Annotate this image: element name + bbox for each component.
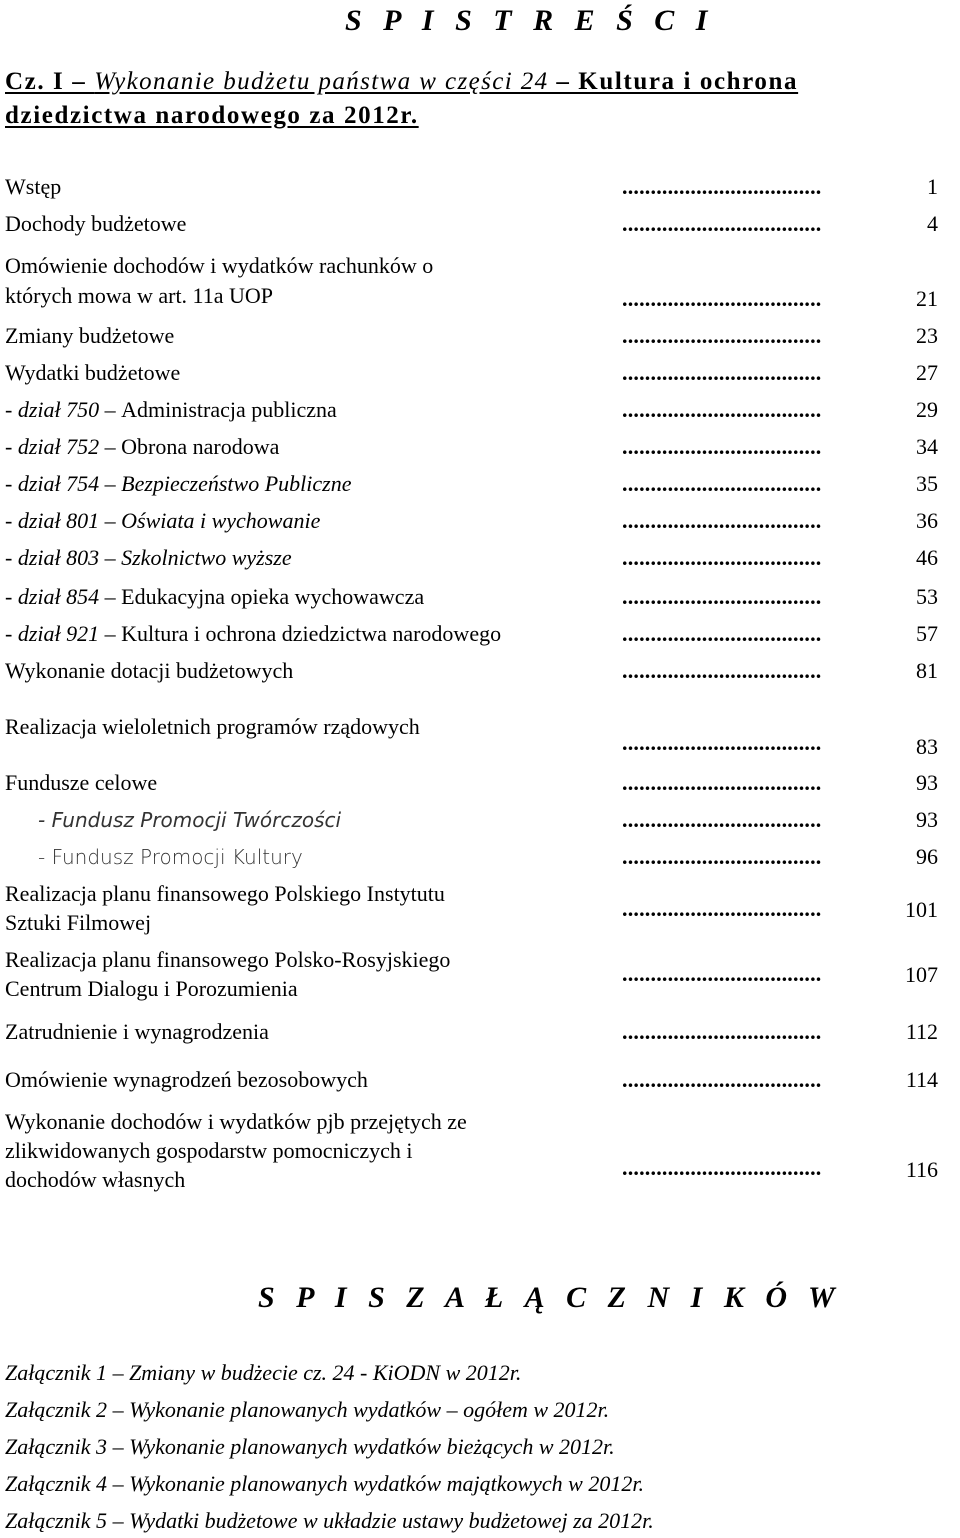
toc-label-line3: dochodów własnych [5, 1167, 186, 1192]
toc-label-line2: których mowa w art. 11a UOP [5, 283, 274, 308]
toc-page-number: 112 [905, 1019, 938, 1044]
dzial-name: Administracja publiczna [121, 397, 337, 422]
attachment-label: Załącznik 4 [5, 1471, 108, 1496]
page-title: S P I S T R E Ś C I [345, 4, 715, 37]
toc-page-number: 83 [916, 734, 938, 759]
toc-page-number: 101 [905, 897, 938, 922]
toc-label [5, 621, 501, 647]
toc-label-line2: Centrum Dialogu i Porozumienia [5, 976, 298, 1001]
attachment-label: Załącznik 2 [5, 1397, 108, 1422]
toc-leader-dots: ................................... [622, 1155, 822, 1180]
toc-label: Wykonanie dotacji budżetowych [5, 658, 294, 683]
attachment-label: Załącznik 3 [5, 1434, 108, 1459]
toc-leader-dots: ................................... [622, 508, 822, 533]
toc-label [5, 397, 337, 423]
toc-leader-dots: ................................... [622, 896, 822, 921]
toc-label-line1: Realizacja planu finansowego Polsko-Rosyjskiego [5, 947, 451, 972]
toc-page-number: 53 [916, 584, 938, 609]
toc-page-number: 36 [916, 508, 938, 533]
toc-page-number: 4 [927, 211, 938, 236]
attachment-text: – Wydatki budżetowe w układzie ustawy budżetowej za 2012r. [107, 1508, 654, 1533]
toc-label: Dochody budżetowe [5, 211, 187, 236]
attachment-text: – Wykonanie planowanych wydatków bieżących w 2012r. [107, 1434, 615, 1459]
toc-page-number: 93 [916, 807, 938, 832]
part-heading-line1 [5, 68, 798, 96]
toc-label [5, 471, 351, 497]
attachment-label: Załącznik 5 [5, 1508, 108, 1533]
toc-leader-dots: ................................... [622, 545, 822, 570]
attachment-text: – Zmiany w budżecie cz. 24 - KiODN w 2012r. [107, 1360, 522, 1385]
toc-label [5, 508, 320, 534]
toc-page-number: 96 [916, 844, 938, 869]
part-heading-line2: dziedzictwa narodowego za 2012r. [5, 102, 419, 129]
part-heading-suffix: – Kultura i ochrona [548, 68, 799, 95]
toc-page-number: 27 [916, 360, 938, 385]
toc-leader-dots: ................................... [622, 397, 822, 422]
toc-leader-dots: ................................... [622, 621, 822, 646]
toc-leader-dots: ................................... [622, 584, 822, 609]
attachment-item[interactable] [5, 1471, 644, 1497]
toc-leader-dots: ................................... [622, 1067, 822, 1092]
dzial-prefix: - dział 803 – [5, 545, 122, 570]
toc-leader-dots: ................................... [622, 471, 822, 496]
part-heading-italic: Wykonanie budżetu państwa w części 24 [94, 68, 549, 95]
toc-label: Wydatki budżetowe [5, 360, 181, 385]
dzial-prefix: - dział 854 – [5, 584, 122, 609]
toc-label-line1: Realizacja planu finansowego Polskiego Instytutu [5, 881, 445, 906]
dzial-prefix: - dział 752 – [5, 434, 122, 459]
toc-label: Zatrudnienie i wynagrodzenia [5, 1019, 269, 1044]
toc-leader-dots: ................................... [622, 730, 822, 755]
toc-page-number: 1 [927, 174, 938, 199]
toc-page-number: 21 [916, 286, 938, 311]
attachment-text: – Wykonanie planowanych wydatków – ogółem w 2012r. [107, 1397, 610, 1422]
toc-page-number: 81 [916, 658, 938, 683]
toc-page-number: 46 [916, 545, 938, 570]
dzial-name: Edukacyjna opieka wychowawcza [121, 584, 425, 609]
toc-label-line2: Sztuki Filmowej [5, 910, 152, 935]
toc-label: - Fundusz Promocji Twórczości [38, 808, 342, 832]
toc-leader-dots: ................................... [622, 323, 822, 348]
dzial-prefix: - dział 750 – [5, 397, 122, 422]
attachment-item[interactable] [5, 1434, 615, 1460]
toc-page-number: 29 [916, 397, 938, 422]
toc-label: Zmiany budżetowe [5, 323, 175, 348]
attachment-item[interactable] [5, 1508, 654, 1534]
toc-label [5, 584, 424, 610]
toc-page-number: 23 [916, 323, 938, 348]
toc-label: Wstęp [5, 174, 62, 199]
toc-leader-dots: ................................... [622, 174, 822, 199]
attachment-text: – Wykonanie planowanych wydatków majątkowych w 2012r. [107, 1471, 644, 1496]
toc-leader-dots: ................................... [622, 961, 822, 986]
dzial-prefix: - dział 801 – [5, 508, 122, 533]
toc-page-number: 114 [905, 1067, 938, 1092]
toc-leader-dots: ................................... [622, 658, 822, 683]
attachment-label: Załącznik 1 [5, 1360, 108, 1385]
toc-label: Realizacja wieloletnich programów rządowych [5, 714, 420, 739]
toc-leader-dots: ................................... [622, 360, 822, 385]
toc-leader-dots: ................................... [622, 770, 822, 795]
toc-label: - Fundusz Promocji Kultury [38, 845, 303, 869]
toc-label [5, 434, 279, 460]
toc-page-number: 57 [916, 621, 938, 646]
toc-leader-dots: ................................... [622, 211, 822, 236]
toc-label-line1: Omówienie dochodów i wydatków rachunków o [5, 253, 434, 278]
toc-leader-dots: ................................... [622, 844, 822, 869]
dzial-name: Bezpieczeństwo Publiczne [121, 471, 352, 496]
toc-page-number: 107 [905, 962, 938, 987]
attachments-title: S P I S Z A Ł Ą C Z N I K Ó W [258, 1281, 842, 1314]
dzial-prefix: - dział 921 – [5, 621, 122, 646]
toc-label-line2: zlikwidowanych gospodarstw pomocniczych i [5, 1138, 413, 1163]
dzial-name: Oświata i wychowanie [121, 508, 321, 533]
toc-page-number: 34 [916, 434, 938, 459]
toc-leader-dots: ................................... [622, 807, 822, 832]
attachment-item[interactable] [5, 1360, 521, 1386]
toc-page-number: 93 [916, 770, 938, 795]
toc-leader-dots: ................................... [622, 1019, 822, 1044]
dzial-name: Szkolnictwo wyższe [121, 545, 292, 570]
dzial-name: Obrona narodowa [121, 434, 280, 459]
attachment-item[interactable] [5, 1397, 609, 1423]
toc-label [5, 545, 292, 571]
toc-label: Omówienie wynagrodzeń bezosobowych [5, 1067, 368, 1092]
dzial-name: Kultura i ochrona dziedzictwa narodowego [121, 621, 502, 646]
toc-page-number: 35 [916, 471, 938, 496]
toc-page-number: 116 [905, 1157, 938, 1182]
part-heading-prefix: Cz. I – [5, 68, 95, 95]
toc-label: Fundusze celowe [5, 770, 158, 795]
toc-leader-dots: ................................... [622, 286, 822, 311]
toc-label-line1: Wykonanie dochodów i wydatków pjb przejętych ze [5, 1109, 467, 1134]
toc-leader-dots: ................................... [622, 434, 822, 459]
dzial-prefix: - dział 754 – [5, 471, 122, 496]
